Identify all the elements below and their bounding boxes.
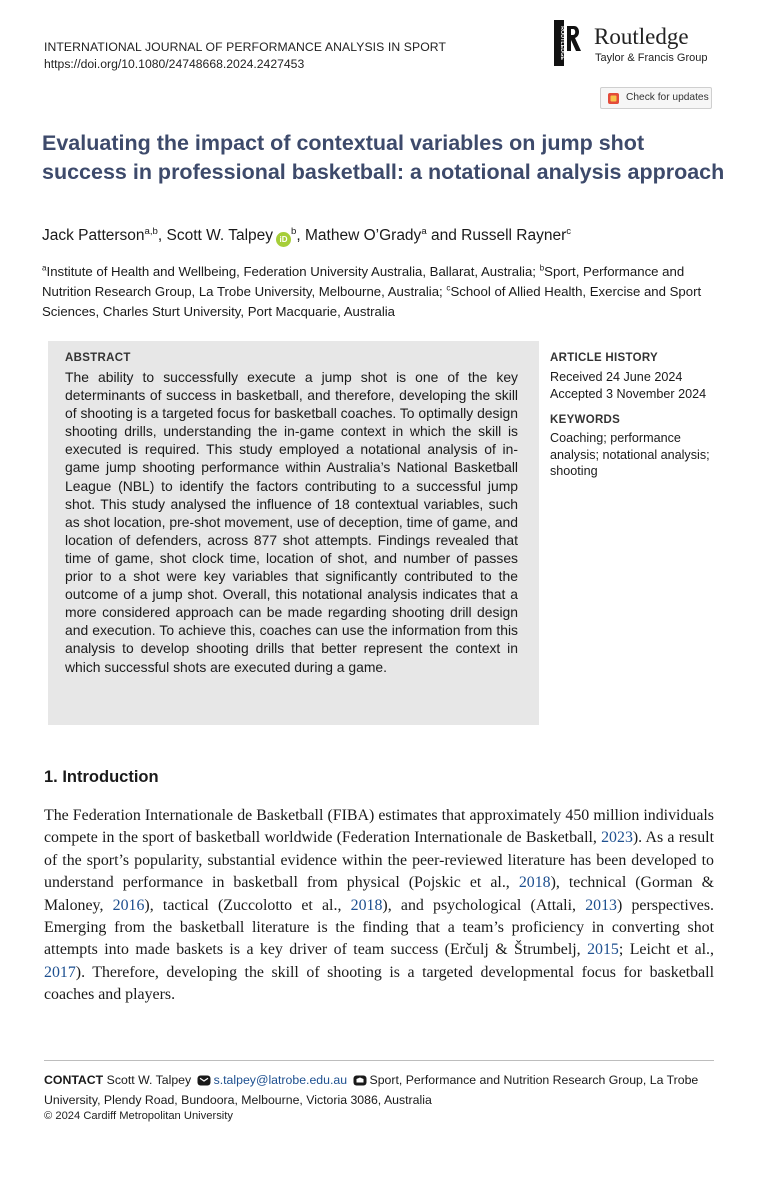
affiliation-marker: c bbox=[446, 283, 451, 293]
citation-link[interactable]: 2013 bbox=[585, 896, 617, 914]
affiliation-text: School of Allied Health, Exercise and Sport Sciences, Charles Sturt University, Port Macquarie, Australia bbox=[42, 284, 702, 319]
paragraph-text: ) perspectives. Emerging from the basketball literature is the finding that a team’s proficiency in converting shot attempts into made baskets is a key driver of team success (Erčulj & Štrumbelj, bbox=[44, 896, 714, 959]
affiliation-text: Sport, Performance and Nutrition Research Group, La Trobe University, Melbourne, Australia; bbox=[42, 264, 685, 299]
check-updates-icon bbox=[607, 92, 620, 105]
author-affiliation-marker: a,b bbox=[144, 225, 158, 237]
abstract-text: The ability to successfully execute a jump shot is one of the key determinants of success in basketball, and therefore, developing the skill of shooting is a targeted focus for basketball coaches. To optimally design shooting drills, understanding the in-game context in which the skill is executed is required. This study employed a notational analysis of in-game jump shooting performance within Australia’s National Basketball League (NBL) to identify the factors contributing to a successful jump shot. This study analysed the influence of 18 contextual variables, such as shot location, pre-shot movement, use of deception, time of game, and location of defenders, across 877 shot attempts. Findings revealed that time of game, shot clock time, location of shot, and number of passes prior to a shot were key variables that significantly contributed to the outcome of a jump shot. Overall, this notational analysis indicates that a more considered approach can be made regarding shooting drill design and execution. To achieve this, coaches can use the information from this analysis to develop shooting drills that better represent the context in which successful shots are executed during a game. bbox=[65, 369, 518, 675]
author-name[interactable]: Jack Patterson bbox=[42, 227, 145, 244]
affiliations bbox=[42, 262, 717, 322]
affiliation-text: Institute of Health and Wellbeing, Federation University Australia, Ballarat, Australia; bbox=[46, 264, 540, 279]
paragraph-text: ), tactical (Zuccolotto et al., bbox=[144, 896, 351, 914]
contact-email-link[interactable]: s.talpey@latrobe.edu.au bbox=[213, 1073, 348, 1087]
publisher-name: Routledge bbox=[594, 24, 689, 49]
check-updates-button[interactable] bbox=[600, 87, 712, 109]
contact-label: CONTACT bbox=[44, 1073, 104, 1087]
routledge-vertical-text: ROUTLEDGE bbox=[558, 26, 565, 60]
article-history-heading: ARTICLE HISTORY bbox=[550, 352, 659, 364]
author-affiliation-marker: a bbox=[421, 225, 427, 237]
paragraph-text: The Federation Internationale de Basketball (FIBA) estimates that approximately 450 million individuals compete in the sport of basketball worldwide (Federation Internationale de Basketball, bbox=[44, 807, 714, 847]
journal-name: INTERNATIONAL JOURNAL OF PERFORMANCE ANALYSIS IN SPORT bbox=[44, 40, 447, 54]
footer-divider bbox=[44, 1060, 714, 1061]
doi-link[interactable]: https://doi.org/10.1080/24748668.2024.2427453 bbox=[44, 57, 305, 71]
paragraph-text: ). Therefore, developing the skill of shooting is a targeted developmental focus for basketball coaches and players. bbox=[44, 963, 714, 1004]
citation-link[interactable]: 2018 bbox=[518, 874, 551, 892]
citation-link[interactable]: 2017 bbox=[44, 963, 76, 981]
contact-address: Sport, Performance and Nutrition Research Group, La Trobe University, Plendy Road, Bundoora, Melbourne, Victoria 3086, Australia bbox=[44, 1073, 699, 1107]
affiliation-marker: b bbox=[539, 263, 545, 273]
citation-link[interactable]: 2018 bbox=[350, 896, 383, 914]
accepted-date: Accepted 3 November 2024 bbox=[550, 387, 707, 401]
email-icon bbox=[197, 1075, 211, 1086]
publisher-subtitle: Taylor & Francis Group bbox=[595, 52, 708, 64]
citation-link[interactable]: 2016 bbox=[112, 896, 145, 914]
affiliation-marker: a bbox=[42, 263, 47, 273]
keywords-text: Coaching; performance analysis; notational analysis; shooting bbox=[550, 431, 710, 478]
orcid-icon[interactable]: iD bbox=[276, 232, 291, 247]
copyright-notice: © 2024 Cardiff Metropolitan University bbox=[44, 1110, 233, 1122]
author-name[interactable]: Scott W. Talpey bbox=[166, 227, 274, 244]
contact-name: Scott W. Talpey bbox=[106, 1073, 192, 1087]
citation-link[interactable]: 2023 bbox=[601, 829, 633, 847]
author-name[interactable]: Russell Rayner bbox=[461, 227, 567, 244]
routledge-mark-icon bbox=[554, 20, 582, 66]
author-list: Jack Patterson$^{a,b}$, Scott W. Talpey $iD^b$, Mathew O’Grady$^a$ and Russell Rayner$^c$ bbox=[42, 227, 742, 247]
paragraph-text: ), technical (Gorman & Maloney, bbox=[44, 874, 714, 914]
author-name[interactable]: Mathew O’Grady bbox=[305, 227, 422, 244]
introduction-text bbox=[44, 805, 714, 1007]
publisher-logo bbox=[554, 16, 744, 72]
author-affiliation-marker: b bbox=[291, 225, 297, 237]
author-affiliation-marker: c bbox=[566, 225, 572, 237]
address-icon bbox=[353, 1075, 367, 1086]
check-updates-label: Check for updates bbox=[626, 92, 709, 103]
contact-block bbox=[44, 1071, 719, 1110]
citation-link[interactable]: 2015 bbox=[587, 941, 619, 959]
received-date: Received 24 June 2024 bbox=[550, 370, 683, 384]
introduction-heading: 1. Introduction bbox=[44, 768, 159, 786]
article-title: Evaluating the impact of contextual variables on jump shot success in professional basketball: a notational analysis approach bbox=[42, 131, 725, 184]
paragraph-text: ; Leicht et al., bbox=[618, 941, 715, 959]
paragraph-text: ), and psychological (Attali, bbox=[382, 896, 586, 914]
abstract-heading: ABSTRACT bbox=[65, 352, 131, 364]
paragraph-text: ). As a result of the sport’s popularity, substantial evidence within the peer-reviewed literature has been developed to understand performance in basketball from physical (Pojskic et al., bbox=[44, 829, 714, 892]
keywords-heading: KEYWORDS bbox=[550, 414, 621, 426]
